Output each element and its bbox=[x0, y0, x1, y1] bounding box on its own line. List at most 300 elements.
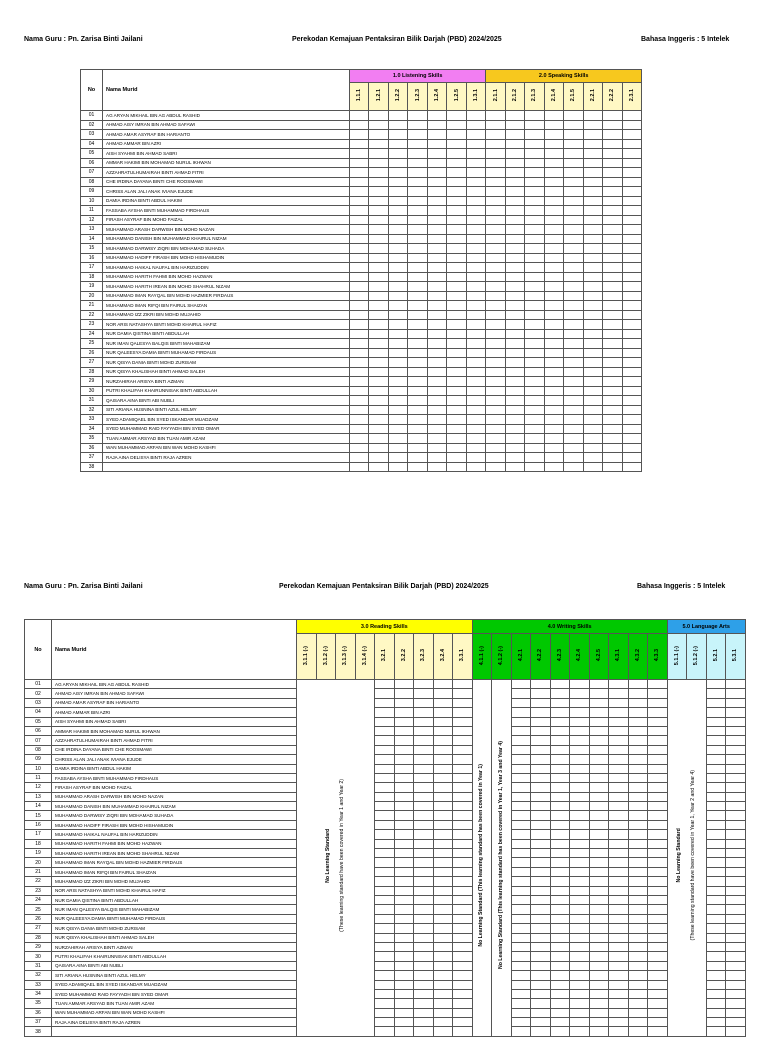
score-cell[interactable] bbox=[350, 405, 369, 415]
score-cell[interactable] bbox=[466, 263, 485, 273]
score-cell[interactable] bbox=[427, 187, 446, 197]
score-cell[interactable] bbox=[453, 933, 473, 942]
score-cell[interactable] bbox=[622, 158, 642, 168]
score-cell[interactable] bbox=[394, 886, 414, 895]
score-cell[interactable] bbox=[388, 149, 407, 159]
score-cell[interactable] bbox=[408, 291, 427, 301]
score-cell[interactable] bbox=[550, 858, 570, 867]
score-cell[interactable] bbox=[414, 905, 434, 914]
score-cell[interactable] bbox=[427, 301, 446, 311]
score-cell[interactable] bbox=[583, 367, 602, 377]
score-cell[interactable] bbox=[544, 168, 563, 178]
score-cell[interactable] bbox=[414, 867, 434, 876]
score-cell[interactable] bbox=[486, 177, 505, 187]
score-cell[interactable] bbox=[525, 443, 544, 453]
score-cell[interactable] bbox=[375, 858, 395, 867]
score-cell[interactable] bbox=[466, 139, 485, 149]
score-cell[interactable] bbox=[350, 377, 369, 387]
score-cell[interactable] bbox=[726, 849, 746, 858]
score-cell[interactable] bbox=[531, 942, 551, 951]
score-cell[interactable] bbox=[628, 689, 648, 698]
score-cell[interactable] bbox=[453, 783, 473, 792]
score-cell[interactable] bbox=[388, 291, 407, 301]
score-cell[interactable] bbox=[570, 858, 590, 867]
score-cell[interactable] bbox=[648, 961, 668, 970]
score-cell[interactable] bbox=[388, 415, 407, 425]
score-cell[interactable] bbox=[453, 1008, 473, 1017]
score-cell[interactable] bbox=[525, 263, 544, 273]
score-cell[interactable] bbox=[531, 971, 551, 980]
score-cell[interactable] bbox=[564, 443, 583, 453]
score-cell[interactable] bbox=[447, 367, 466, 377]
score-cell[interactable] bbox=[564, 244, 583, 254]
score-cell[interactable] bbox=[511, 755, 531, 764]
score-cell[interactable] bbox=[350, 196, 369, 206]
score-cell[interactable] bbox=[505, 149, 524, 159]
score-cell[interactable] bbox=[603, 386, 622, 396]
score-cell[interactable] bbox=[706, 802, 726, 811]
score-cell[interactable] bbox=[564, 196, 583, 206]
score-cell[interactable] bbox=[531, 961, 551, 970]
score-cell[interactable] bbox=[544, 177, 563, 187]
score-cell[interactable] bbox=[706, 764, 726, 773]
score-cell[interactable] bbox=[375, 764, 395, 773]
score-cell[interactable] bbox=[622, 348, 642, 358]
score-cell[interactable] bbox=[550, 680, 570, 689]
score-cell[interactable] bbox=[564, 462, 583, 472]
score-cell[interactable] bbox=[505, 424, 524, 434]
score-cell[interactable] bbox=[726, 745, 746, 754]
score-cell[interactable] bbox=[622, 301, 642, 311]
score-cell[interactable] bbox=[589, 689, 609, 698]
score-cell[interactable] bbox=[453, 717, 473, 726]
score-cell[interactable] bbox=[394, 980, 414, 989]
score-cell[interactable] bbox=[603, 177, 622, 187]
score-cell[interactable] bbox=[531, 924, 551, 933]
score-cell[interactable] bbox=[525, 367, 544, 377]
score-cell[interactable] bbox=[706, 905, 726, 914]
score-cell[interactable] bbox=[726, 999, 746, 1008]
score-cell[interactable] bbox=[648, 792, 668, 801]
score-cell[interactable] bbox=[375, 792, 395, 801]
score-cell[interactable] bbox=[603, 168, 622, 178]
score-cell[interactable] bbox=[570, 1018, 590, 1027]
score-cell[interactable] bbox=[726, 989, 746, 998]
score-cell[interactable] bbox=[388, 367, 407, 377]
score-cell[interactable] bbox=[427, 139, 446, 149]
score-cell[interactable] bbox=[648, 942, 668, 951]
score-cell[interactable] bbox=[550, 839, 570, 848]
score-cell[interactable] bbox=[622, 215, 642, 225]
score-cell[interactable] bbox=[427, 253, 446, 263]
score-cell[interactable] bbox=[369, 386, 388, 396]
score-cell[interactable] bbox=[628, 905, 648, 914]
score-cell[interactable] bbox=[414, 698, 434, 707]
score-cell[interactable] bbox=[511, 726, 531, 735]
score-cell[interactable] bbox=[622, 206, 642, 216]
score-cell[interactable] bbox=[408, 320, 427, 330]
score-cell[interactable] bbox=[394, 755, 414, 764]
score-cell[interactable] bbox=[589, 961, 609, 970]
score-cell[interactable] bbox=[447, 453, 466, 463]
score-cell[interactable] bbox=[628, 830, 648, 839]
score-cell[interactable] bbox=[414, 726, 434, 735]
score-cell[interactable] bbox=[447, 196, 466, 206]
score-cell[interactable] bbox=[375, 680, 395, 689]
score-cell[interactable] bbox=[570, 877, 590, 886]
score-cell[interactable] bbox=[414, 764, 434, 773]
score-cell[interactable] bbox=[388, 396, 407, 406]
score-cell[interactable] bbox=[564, 130, 583, 140]
score-cell[interactable] bbox=[589, 1018, 609, 1027]
score-cell[interactable] bbox=[350, 187, 369, 197]
score-cell[interactable] bbox=[622, 282, 642, 292]
score-cell[interactable] bbox=[414, 858, 434, 867]
score-cell[interactable] bbox=[427, 272, 446, 282]
score-cell[interactable] bbox=[544, 272, 563, 282]
score-cell[interactable] bbox=[609, 961, 629, 970]
score-cell[interactable] bbox=[622, 377, 642, 387]
score-cell[interactable] bbox=[408, 443, 427, 453]
score-cell[interactable] bbox=[486, 291, 505, 301]
score-cell[interactable] bbox=[350, 301, 369, 311]
score-cell[interactable] bbox=[427, 462, 446, 472]
score-cell[interactable] bbox=[589, 792, 609, 801]
score-cell[interactable] bbox=[648, 980, 668, 989]
score-cell[interactable] bbox=[603, 434, 622, 444]
score-cell[interactable] bbox=[369, 367, 388, 377]
score-cell[interactable] bbox=[603, 225, 622, 235]
score-cell[interactable] bbox=[706, 886, 726, 895]
score-cell[interactable] bbox=[583, 177, 602, 187]
score-cell[interactable] bbox=[369, 291, 388, 301]
score-cell[interactable] bbox=[388, 158, 407, 168]
score-cell[interactable] bbox=[388, 453, 407, 463]
score-cell[interactable] bbox=[453, 820, 473, 829]
score-cell[interactable] bbox=[408, 263, 427, 273]
score-cell[interactable] bbox=[408, 206, 427, 216]
score-cell[interactable] bbox=[408, 377, 427, 387]
score-cell[interactable] bbox=[570, 698, 590, 707]
score-cell[interactable] bbox=[505, 130, 524, 140]
score-cell[interactable] bbox=[414, 989, 434, 998]
score-cell[interactable] bbox=[369, 234, 388, 244]
score-cell[interactable] bbox=[609, 811, 629, 820]
score-cell[interactable] bbox=[544, 348, 563, 358]
score-cell[interactable] bbox=[453, 971, 473, 980]
score-cell[interactable] bbox=[447, 339, 466, 349]
score-cell[interactable] bbox=[369, 196, 388, 206]
score-cell[interactable] bbox=[505, 225, 524, 235]
score-cell[interactable] bbox=[550, 999, 570, 1008]
score-cell[interactable] bbox=[589, 830, 609, 839]
score-cell[interactable] bbox=[544, 386, 563, 396]
score-cell[interactable] bbox=[388, 320, 407, 330]
score-cell[interactable] bbox=[408, 424, 427, 434]
score-cell[interactable] bbox=[505, 415, 524, 425]
score-cell[interactable] bbox=[544, 310, 563, 320]
score-cell[interactable] bbox=[550, 1027, 570, 1036]
score-cell[interactable] bbox=[544, 434, 563, 444]
score-cell[interactable] bbox=[603, 111, 622, 121]
score-cell[interactable] bbox=[427, 291, 446, 301]
score-cell[interactable] bbox=[511, 773, 531, 782]
score-cell[interactable] bbox=[583, 234, 602, 244]
score-cell[interactable] bbox=[433, 773, 453, 782]
score-cell[interactable] bbox=[505, 329, 524, 339]
score-cell[interactable] bbox=[486, 339, 505, 349]
score-cell[interactable] bbox=[447, 158, 466, 168]
score-cell[interactable] bbox=[726, 773, 746, 782]
score-cell[interactable] bbox=[706, 877, 726, 886]
score-cell[interactable] bbox=[369, 130, 388, 140]
score-cell[interactable] bbox=[589, 867, 609, 876]
score-cell[interactable] bbox=[531, 877, 551, 886]
score-cell[interactable] bbox=[525, 196, 544, 206]
score-cell[interactable] bbox=[511, 942, 531, 951]
score-cell[interactable] bbox=[466, 291, 485, 301]
score-cell[interactable] bbox=[550, 802, 570, 811]
score-cell[interactable] bbox=[531, 914, 551, 923]
score-cell[interactable] bbox=[544, 225, 563, 235]
score-cell[interactable] bbox=[525, 234, 544, 244]
score-cell[interactable] bbox=[433, 849, 453, 858]
score-cell[interactable] bbox=[486, 253, 505, 263]
score-cell[interactable] bbox=[609, 792, 629, 801]
score-cell[interactable] bbox=[726, 792, 746, 801]
score-cell[interactable] bbox=[648, 914, 668, 923]
score-cell[interactable] bbox=[394, 764, 414, 773]
score-cell[interactable] bbox=[414, 933, 434, 942]
score-cell[interactable] bbox=[505, 196, 524, 206]
score-cell[interactable] bbox=[609, 886, 629, 895]
score-cell[interactable] bbox=[408, 348, 427, 358]
score-cell[interactable] bbox=[427, 282, 446, 292]
score-cell[interactable] bbox=[453, 905, 473, 914]
score-cell[interactable] bbox=[414, 830, 434, 839]
score-cell[interactable] bbox=[427, 453, 446, 463]
score-cell[interactable] bbox=[609, 1027, 629, 1036]
score-cell[interactable] bbox=[544, 367, 563, 377]
score-cell[interactable] bbox=[394, 952, 414, 961]
score-cell[interactable] bbox=[394, 999, 414, 1008]
score-cell[interactable] bbox=[433, 745, 453, 754]
score-cell[interactable] bbox=[726, 933, 746, 942]
score-cell[interactable] bbox=[531, 802, 551, 811]
score-cell[interactable] bbox=[603, 120, 622, 130]
score-cell[interactable] bbox=[583, 215, 602, 225]
score-cell[interactable] bbox=[433, 942, 453, 951]
score-cell[interactable] bbox=[447, 396, 466, 406]
score-cell[interactable] bbox=[525, 158, 544, 168]
score-cell[interactable] bbox=[505, 234, 524, 244]
score-cell[interactable] bbox=[433, 1018, 453, 1027]
score-cell[interactable] bbox=[486, 396, 505, 406]
score-cell[interactable] bbox=[550, 989, 570, 998]
score-cell[interactable] bbox=[427, 244, 446, 254]
score-cell[interactable] bbox=[648, 924, 668, 933]
score-cell[interactable] bbox=[531, 811, 551, 820]
score-cell[interactable] bbox=[706, 961, 726, 970]
score-cell[interactable] bbox=[466, 424, 485, 434]
score-cell[interactable] bbox=[394, 830, 414, 839]
score-cell[interactable] bbox=[453, 830, 473, 839]
score-cell[interactable] bbox=[726, 952, 746, 961]
score-cell[interactable] bbox=[433, 867, 453, 876]
score-cell[interactable] bbox=[511, 1008, 531, 1017]
score-cell[interactable] bbox=[505, 396, 524, 406]
score-cell[interactable] bbox=[609, 942, 629, 951]
score-cell[interactable] bbox=[447, 462, 466, 472]
score-cell[interactable] bbox=[603, 329, 622, 339]
score-cell[interactable] bbox=[369, 253, 388, 263]
score-cell[interactable] bbox=[706, 952, 726, 961]
score-cell[interactable] bbox=[447, 415, 466, 425]
score-cell[interactable] bbox=[603, 206, 622, 216]
score-cell[interactable] bbox=[609, 877, 629, 886]
score-cell[interactable] bbox=[628, 877, 648, 886]
score-cell[interactable] bbox=[453, 755, 473, 764]
score-cell[interactable] bbox=[511, 961, 531, 970]
score-cell[interactable] bbox=[628, 680, 648, 689]
score-cell[interactable] bbox=[706, 971, 726, 980]
score-cell[interactable] bbox=[570, 830, 590, 839]
score-cell[interactable] bbox=[570, 736, 590, 745]
score-cell[interactable] bbox=[525, 320, 544, 330]
score-cell[interactable] bbox=[433, 1008, 453, 1017]
score-cell[interactable] bbox=[408, 111, 427, 121]
score-cell[interactable] bbox=[609, 698, 629, 707]
score-cell[interactable] bbox=[394, 933, 414, 942]
score-cell[interactable] bbox=[414, 924, 434, 933]
score-cell[interactable] bbox=[609, 839, 629, 848]
score-cell[interactable] bbox=[427, 424, 446, 434]
score-cell[interactable] bbox=[505, 434, 524, 444]
score-cell[interactable] bbox=[350, 149, 369, 159]
score-cell[interactable] bbox=[453, 680, 473, 689]
score-cell[interactable] bbox=[433, 933, 453, 942]
score-cell[interactable] bbox=[369, 415, 388, 425]
score-cell[interactable] bbox=[706, 689, 726, 698]
score-cell[interactable] bbox=[505, 263, 524, 273]
score-cell[interactable] bbox=[486, 310, 505, 320]
score-cell[interactable] bbox=[369, 111, 388, 121]
score-cell[interactable] bbox=[350, 168, 369, 178]
score-cell[interactable] bbox=[466, 377, 485, 387]
score-cell[interactable] bbox=[511, 849, 531, 858]
score-cell[interactable] bbox=[603, 367, 622, 377]
score-cell[interactable] bbox=[350, 206, 369, 216]
score-cell[interactable] bbox=[706, 717, 726, 726]
score-cell[interactable] bbox=[622, 149, 642, 159]
score-cell[interactable] bbox=[531, 764, 551, 773]
score-cell[interactable] bbox=[564, 225, 583, 235]
score-cell[interactable] bbox=[648, 689, 668, 698]
score-cell[interactable] bbox=[486, 168, 505, 178]
score-cell[interactable] bbox=[531, 839, 551, 848]
score-cell[interactable] bbox=[466, 168, 485, 178]
score-cell[interactable] bbox=[564, 377, 583, 387]
score-cell[interactable] bbox=[706, 895, 726, 904]
score-cell[interactable] bbox=[544, 377, 563, 387]
score-cell[interactable] bbox=[570, 905, 590, 914]
score-cell[interactable] bbox=[550, 783, 570, 792]
score-cell[interactable] bbox=[570, 971, 590, 980]
score-cell[interactable] bbox=[564, 291, 583, 301]
score-cell[interactable] bbox=[648, 999, 668, 1008]
score-cell[interactable] bbox=[622, 177, 642, 187]
score-cell[interactable] bbox=[394, 914, 414, 923]
score-cell[interactable] bbox=[375, 971, 395, 980]
score-cell[interactable] bbox=[550, 708, 570, 717]
score-cell[interactable] bbox=[726, 1008, 746, 1017]
score-cell[interactable] bbox=[505, 168, 524, 178]
score-cell[interactable] bbox=[447, 320, 466, 330]
score-cell[interactable] bbox=[550, 745, 570, 754]
score-cell[interactable] bbox=[388, 443, 407, 453]
score-cell[interactable] bbox=[531, 867, 551, 876]
score-cell[interactable] bbox=[628, 980, 648, 989]
score-cell[interactable] bbox=[453, 895, 473, 904]
score-cell[interactable] bbox=[622, 253, 642, 263]
score-cell[interactable] bbox=[544, 158, 563, 168]
score-cell[interactable] bbox=[427, 386, 446, 396]
score-cell[interactable] bbox=[408, 301, 427, 311]
score-cell[interactable] bbox=[350, 348, 369, 358]
score-cell[interactable] bbox=[394, 680, 414, 689]
score-cell[interactable] bbox=[394, 905, 414, 914]
score-cell[interactable] bbox=[369, 206, 388, 216]
score-cell[interactable] bbox=[511, 830, 531, 839]
score-cell[interactable] bbox=[706, 989, 726, 998]
score-cell[interactable] bbox=[648, 989, 668, 998]
score-cell[interactable] bbox=[706, 773, 726, 782]
score-cell[interactable] bbox=[486, 158, 505, 168]
score-cell[interactable] bbox=[583, 405, 602, 415]
score-cell[interactable] bbox=[433, 708, 453, 717]
score-cell[interactable] bbox=[375, 989, 395, 998]
score-cell[interactable] bbox=[603, 244, 622, 254]
score-cell[interactable] bbox=[706, 680, 726, 689]
score-cell[interactable] bbox=[505, 253, 524, 263]
score-cell[interactable] bbox=[350, 415, 369, 425]
score-cell[interactable] bbox=[583, 434, 602, 444]
score-cell[interactable] bbox=[414, 980, 434, 989]
score-cell[interactable] bbox=[525, 453, 544, 463]
score-cell[interactable] bbox=[505, 158, 524, 168]
score-cell[interactable] bbox=[570, 952, 590, 961]
score-cell[interactable] bbox=[706, 820, 726, 829]
score-cell[interactable] bbox=[525, 405, 544, 415]
score-cell[interactable] bbox=[414, 783, 434, 792]
score-cell[interactable] bbox=[550, 811, 570, 820]
score-cell[interactable] bbox=[706, 914, 726, 923]
score-cell[interactable] bbox=[628, 745, 648, 754]
score-cell[interactable] bbox=[622, 462, 642, 472]
score-cell[interactable] bbox=[525, 130, 544, 140]
score-cell[interactable] bbox=[628, 914, 648, 923]
score-cell[interactable] bbox=[414, 1018, 434, 1027]
score-cell[interactable] bbox=[427, 320, 446, 330]
score-cell[interactable] bbox=[505, 291, 524, 301]
score-cell[interactable] bbox=[628, 867, 648, 876]
score-cell[interactable] bbox=[408, 244, 427, 254]
score-cell[interactable] bbox=[511, 708, 531, 717]
score-cell[interactable] bbox=[531, 755, 551, 764]
score-cell[interactable] bbox=[511, 867, 531, 876]
score-cell[interactable] bbox=[531, 980, 551, 989]
score-cell[interactable] bbox=[414, 952, 434, 961]
